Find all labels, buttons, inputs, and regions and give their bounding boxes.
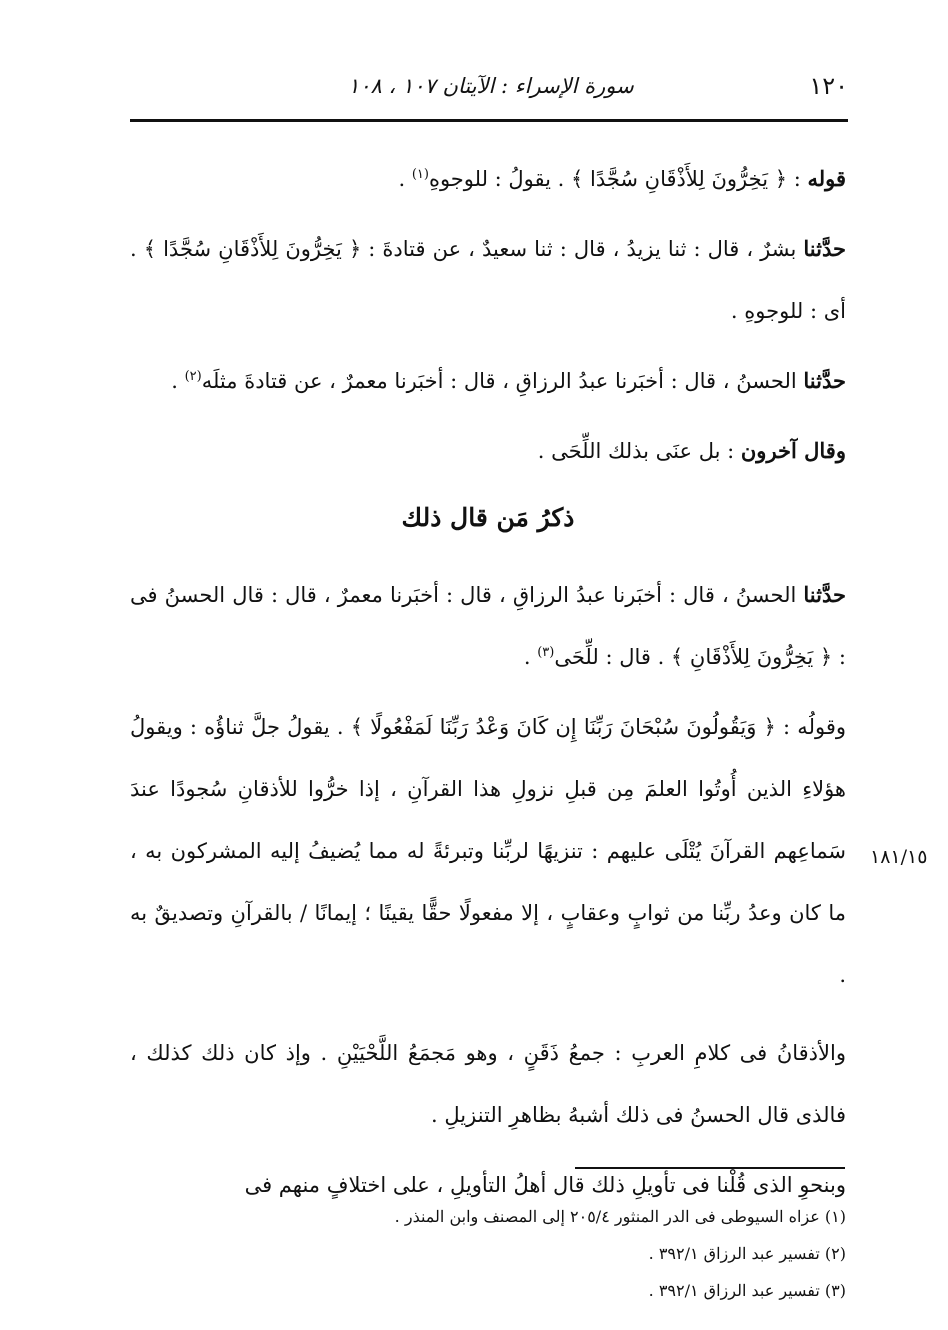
paragraph-7 bbox=[130, 1022, 846, 1146]
footnote-3: (٣) تفسير عبد الرزاق ٣٩٢/١ . bbox=[648, 1281, 846, 1300]
paragraph-text: الحسنُ ، قال : أخبَرنا عبدُ الرزاقِ ، قال : أخبَرنا معمرٌ ، عن قتادةَ مثلَه bbox=[201, 369, 804, 393]
main-text bbox=[130, 148, 846, 1224]
running-title: سورة الإسراء : الآيتان ١٠٧ ، ١٠٨ bbox=[348, 74, 634, 98]
paragraph-3 bbox=[130, 350, 846, 412]
footnotes bbox=[130, 1198, 846, 1309]
paragraph-tail: . bbox=[171, 369, 185, 393]
footnote-ref-1: (١) bbox=[411, 167, 429, 182]
paragraph-4 bbox=[130, 420, 846, 482]
paragraph-lead: حدَّثنا bbox=[803, 236, 846, 261]
paragraph-text: وقولُه : ﴿ وَيَقُولُونَ سُبْحَانَ رَبِّنَا إِن كَانَ وَعْدُ رَبِّنَا لَمَفْعُولًا ﴾ . يقولُ جلَّ ثناؤُه : ويقولُ هؤلاءِ الذين أُوتُوا العلمَ مِن قبلِ نزولِ هذا القرآنِ ، إذا خرُّوا للأذقانِ سُجودًا عندَ سَماعِهم القرآنَ يُتْلَى عليهم : تنزيهًا لربِّنا وتبرئةً له مما يُضيفُ إليه المشركون به ، ما كان وعدُ ربِّنا من ثوابٍ وعقابٍ ، إلا مفعولًا حقًّا يقينًا ؛ إيمانًا / بالقرآنِ وتصديقٌ به . bbox=[130, 715, 846, 987]
paragraph-text: : بل عنَى بذلك اللِّحَى . bbox=[537, 439, 741, 463]
footnote-ref-3: (٣) bbox=[537, 645, 555, 660]
paragraph-tail: . bbox=[398, 167, 412, 191]
paragraph-1 bbox=[130, 148, 846, 210]
paragraph-text: وبنحوِ الذى قُلْنا فى تأويلِ ذلك قال أهلُ التأويلِ ، على اختلافٍ منهم فى bbox=[244, 1173, 846, 1197]
margin-reference: ١٨١/١٥ bbox=[870, 846, 928, 868]
paragraph-lead: حدَّثنا bbox=[803, 582, 846, 607]
page-number: ١٢٠ bbox=[809, 72, 848, 100]
section-heading: ذكرُ مَن قال ذلك bbox=[401, 503, 575, 532]
page-header bbox=[130, 68, 848, 112]
paragraph-text: الحسنُ ، قال : أخبَرنا عبدُ الرزاقِ ، قال : أخبَرنا معمرٌ ، قال : قال الحسنُ فى : ﴿ يَخِرُّونَ لِلأَذْقَانِ ﴾ . قال : للِّحَى bbox=[130, 583, 846, 669]
paragraph-lead: حدَّثنا bbox=[803, 368, 846, 393]
footnote-1: (١) عزاه السيوطى فى الدر المنثور ٢٠٥/٤ إلى المصنف وابن المنذر . bbox=[394, 1207, 846, 1226]
paragraph-5 bbox=[130, 564, 846, 688]
footnote-ref-2: (٢) bbox=[184, 369, 202, 384]
paragraph-text: بشرٌ ، قال : ثنا يزيدُ ، قال : ثنا سعيدٌ ، عن قتادةَ : ﴿ يَخِرُّونَ لِلأَذْقَانِ سُجَّدًا ﴾ . أى : للوجوهِ . bbox=[130, 237, 846, 323]
paragraph-text: والأذقانُ فى كلامِ العربِ : جمعُ ذَقَنٍ ، وهو مَجمَعُ اللَّحْيَيْنِ . وإذ كان ذلك كذلك ، فالذى قال الحسنُ فى ذلك أشبهُ بظاهرِ التنزيلِ . bbox=[130, 1041, 846, 1127]
paragraph-lead: قوله bbox=[807, 166, 846, 191]
footnote-2: (٢) تفسير عبد الرزاق ٣٩٢/١ . bbox=[648, 1244, 846, 1263]
paragraph-6 bbox=[130, 696, 846, 1006]
paragraph-text: : ﴿ يَخِرُّونَ لِلأَذْقَانِ سُجَّدًا ﴾ . يقولُ : للوجوهِ bbox=[428, 167, 808, 191]
header-rule bbox=[130, 119, 848, 122]
paragraph-2 bbox=[130, 218, 846, 342]
paragraph-tail: . bbox=[523, 645, 538, 669]
footnote-rule bbox=[575, 1167, 845, 1169]
paragraph-lead: وقال آخرون bbox=[740, 438, 846, 463]
